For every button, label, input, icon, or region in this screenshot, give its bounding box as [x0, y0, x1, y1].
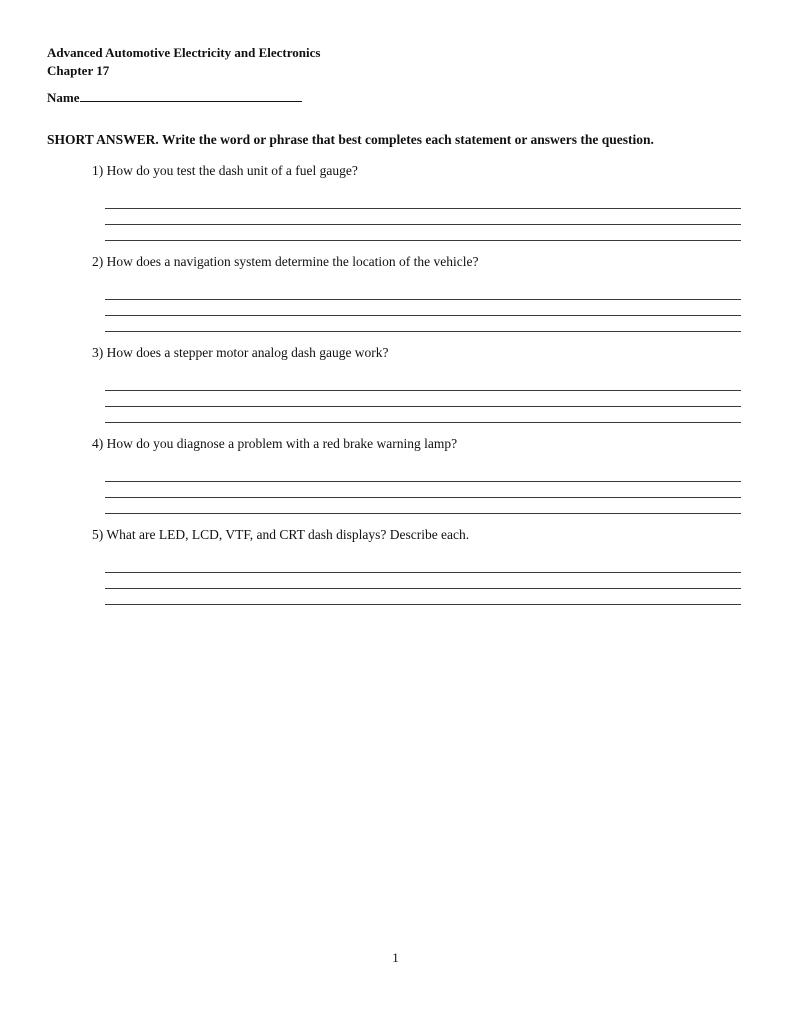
document-header — [47, 44, 320, 80]
answer-line — [105, 300, 741, 316]
answer-line — [105, 498, 741, 514]
answer-line — [105, 316, 741, 332]
question-number: 3) — [92, 345, 104, 360]
question-number: 2) — [92, 254, 104, 269]
answer-lines-group — [105, 193, 741, 241]
answer-line — [105, 225, 741, 241]
name-blank-line — [80, 88, 302, 102]
course-title: Advanced Automotive Electricity and Electronics — [47, 45, 321, 60]
question-text: How does a stepper motor analog dash gauge work? — [106, 345, 389, 360]
question-text-line — [92, 436, 752, 453]
name-row — [47, 88, 302, 106]
page-number: 1 — [392, 950, 399, 965]
answer-line — [105, 557, 741, 573]
question-text: How does a navigation system determine the location of the vehicle? — [106, 254, 479, 269]
answer-line — [105, 589, 741, 605]
answer-line — [105, 407, 741, 423]
section-instructions: SHORT ANSWER. Write the word or phrase that best completes each statement or answers the question. — [47, 132, 654, 147]
page-footer — [0, 950, 791, 966]
answer-line — [105, 482, 741, 498]
question-number: 1) — [92, 163, 104, 178]
question-block — [92, 436, 752, 514]
questions-list — [92, 163, 752, 618]
chapter-label: Chapter 17 — [47, 63, 110, 79]
question-text-line — [92, 345, 752, 362]
question-block — [92, 527, 752, 605]
answer-line — [105, 209, 741, 225]
question-number: 5) — [92, 527, 104, 542]
answer-line — [105, 375, 741, 391]
answer-line — [105, 284, 741, 300]
question-number: 4) — [92, 436, 104, 451]
question-text-line — [92, 527, 752, 544]
question-text: How do you test the dash unit of a fuel gauge? — [106, 163, 358, 178]
answer-lines-group — [105, 557, 741, 605]
question-text: How do you diagnose a problem with a red brake warning lamp? — [106, 436, 458, 451]
answer-line — [105, 573, 741, 589]
question-text-line — [92, 254, 752, 271]
answer-line — [105, 466, 741, 482]
question-block — [92, 254, 752, 332]
answer-lines-group — [105, 375, 741, 423]
answer-lines-group — [105, 284, 741, 332]
question-text-line — [92, 163, 752, 180]
answer-line — [105, 391, 741, 407]
question-block — [92, 345, 752, 423]
answer-lines-group — [105, 466, 741, 514]
name-label: Name — [47, 90, 80, 105]
question-text: What are LED, LCD, VTF, and CRT dash displays? Describe each. — [106, 527, 470, 542]
answer-line — [105, 193, 741, 209]
question-block — [92, 163, 752, 241]
